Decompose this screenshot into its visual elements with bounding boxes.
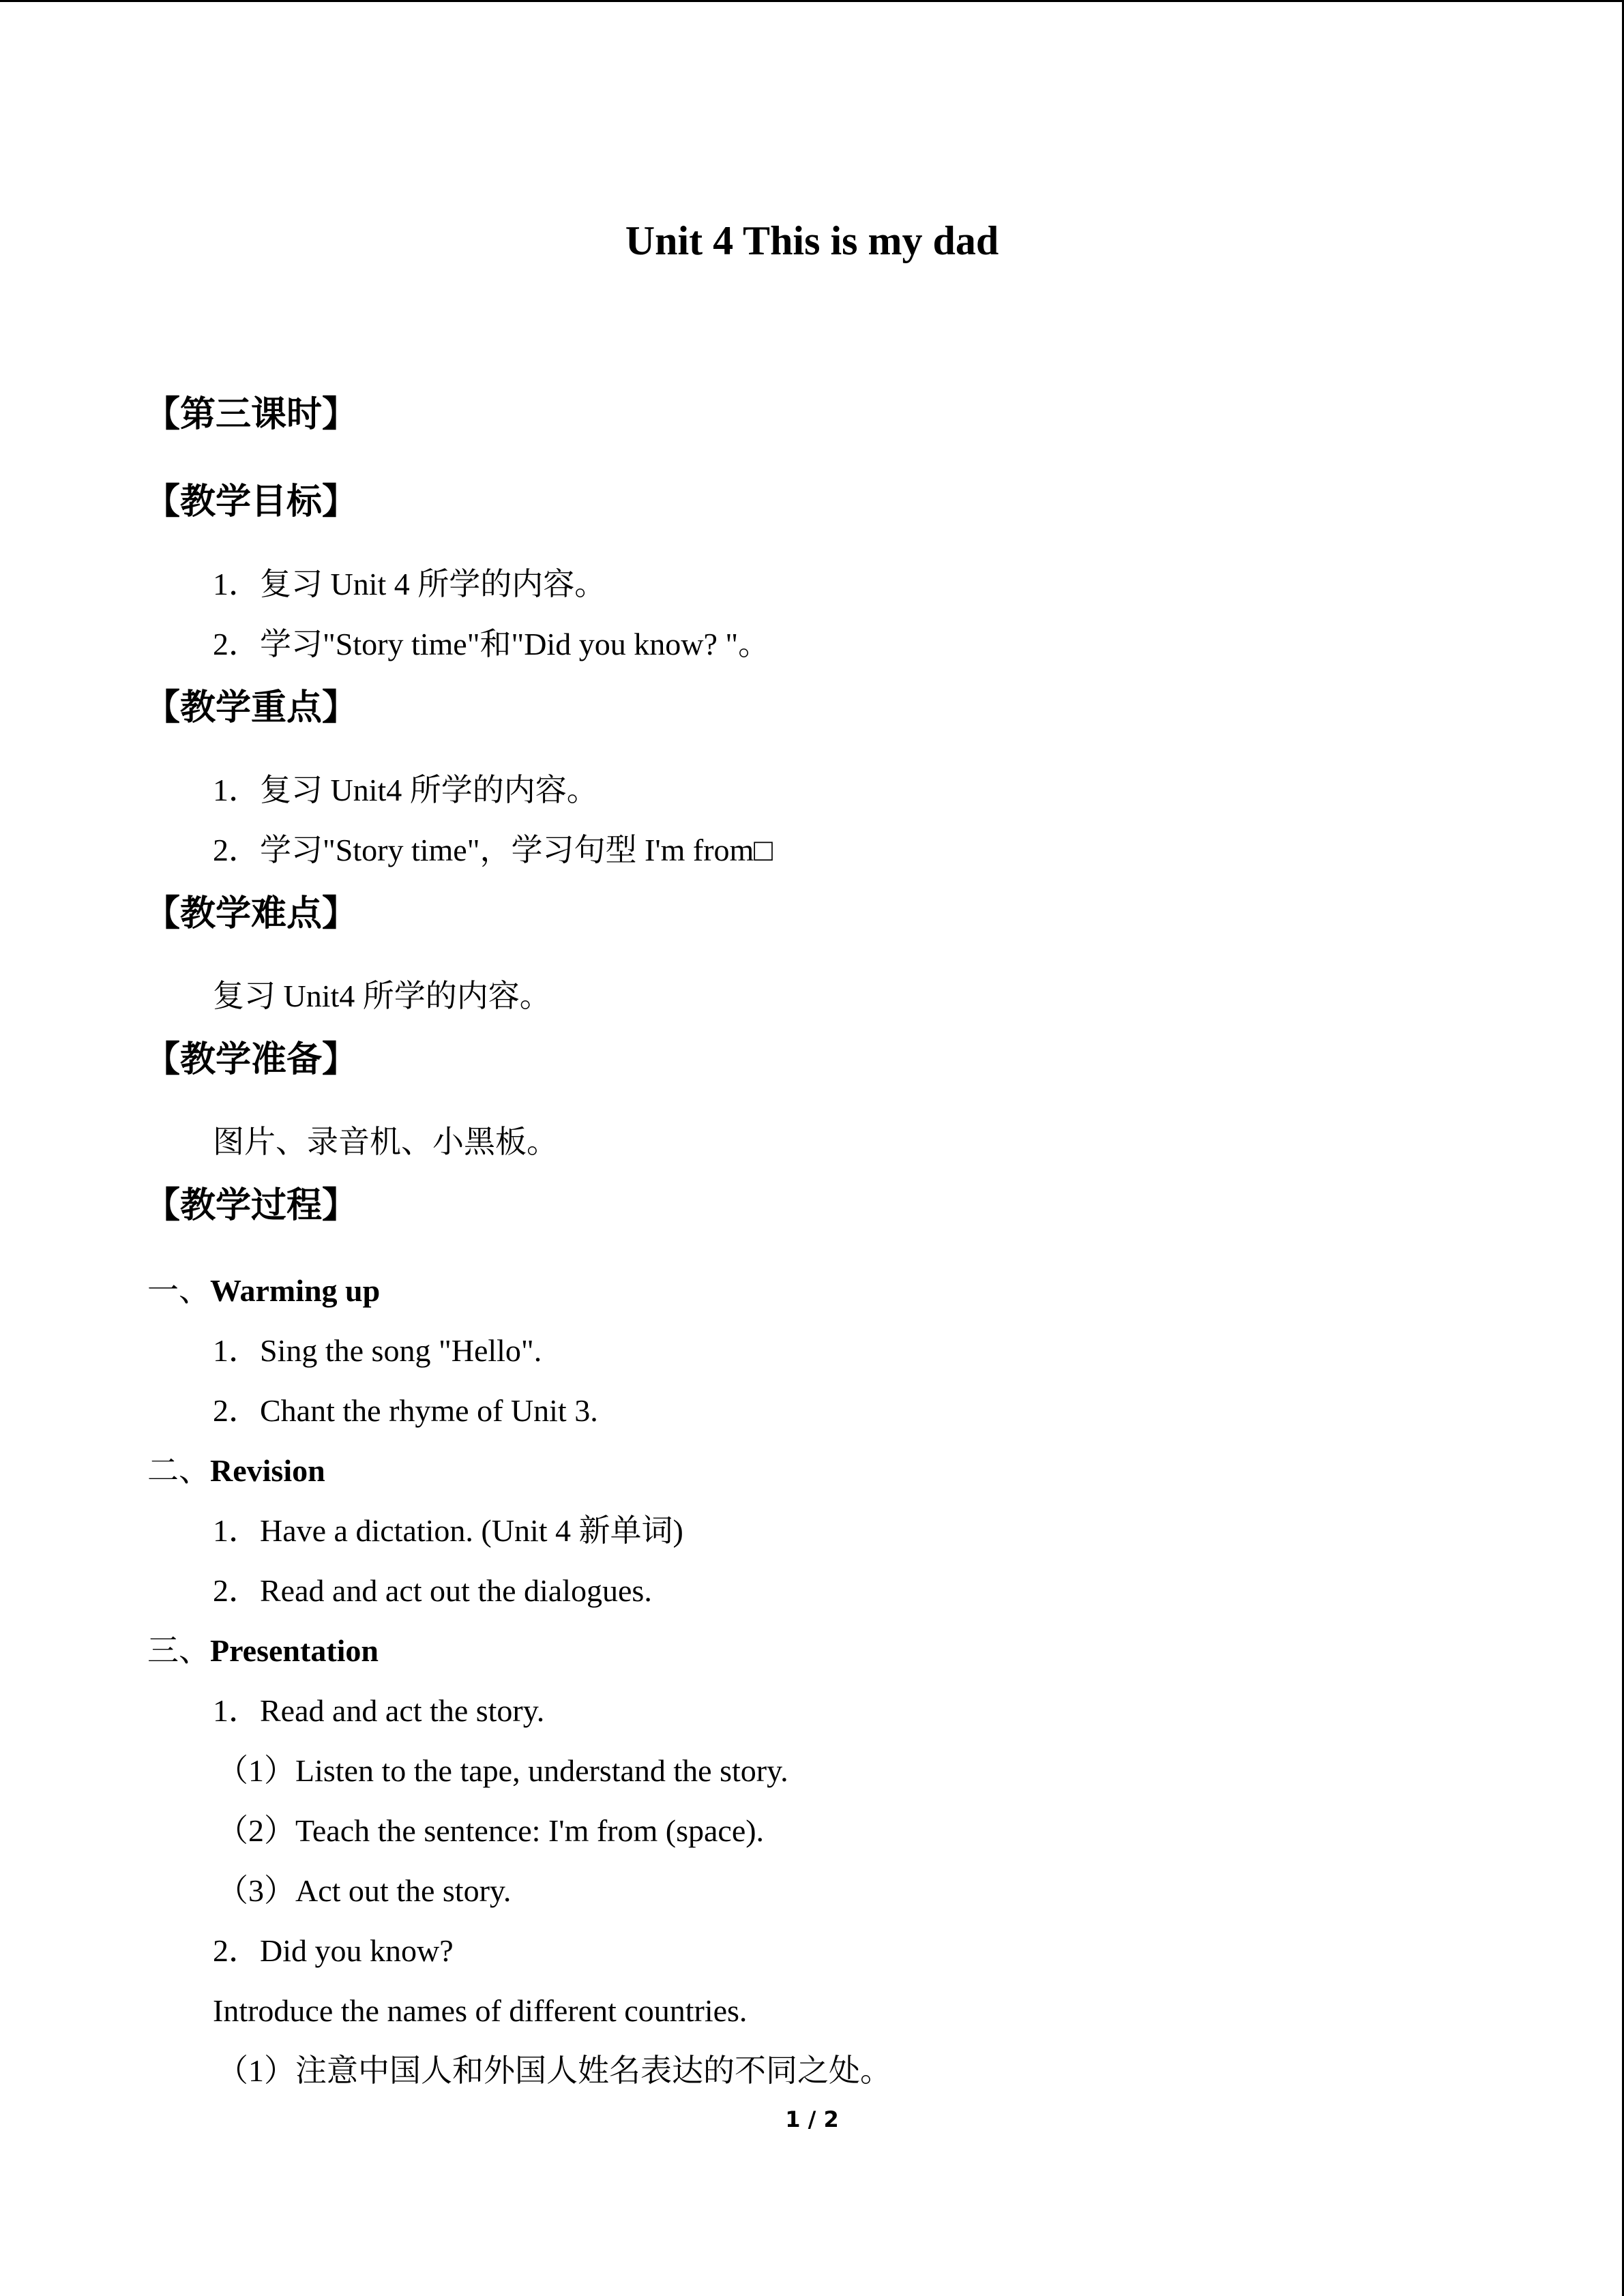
section-number: 二、	[147, 1453, 210, 1488]
process-subitem: （1）Listen to the tape, understand the story.	[217, 1753, 788, 1788]
objectives-heading: 【教学目标】	[145, 481, 358, 522]
key-point-item: 1．复习 Unit4 所学的内容。	[213, 773, 598, 807]
objective-item: 2．学习"Story time"和"Did you know? "。	[213, 627, 770, 661]
document-title: Unit 4 This is my dad	[625, 218, 999, 263]
difficulties-heading: 【教学难点】	[145, 893, 358, 934]
process-subitem: （2）Teach the sentence: I'm from (space).	[217, 1813, 765, 1848]
section-label: Warming up	[210, 1273, 381, 1308]
process-item: Introduce the names of different countries.	[213, 1993, 748, 2028]
process-section-presentation	[147, 1630, 379, 1671]
section-number: 三、	[147, 1633, 210, 1668]
process-section-revision	[147, 1450, 325, 1491]
process-subitem: （3）Act out the story.	[217, 1873, 512, 1908]
process-item: 1．Have a dictation. (Unit 4 新单词)	[213, 1513, 683, 1548]
process-item: 2．Read and act out the dialogues.	[213, 1573, 652, 1608]
preparation-heading: 【教学准备】	[145, 1039, 358, 1080]
key-point-item: 2．学习"Story time"，学习句型 I'm from□	[213, 833, 773, 867]
process-subitem: （1）注意中国人和外国人姓名表达的不同之处。	[217, 2053, 891, 2088]
section-label: Revision	[210, 1453, 325, 1488]
key-points-heading: 【教学重点】	[145, 687, 358, 728]
process-heading: 【教学过程】	[145, 1185, 358, 1226]
process-section-warming-up	[147, 1270, 380, 1311]
process-item: 1．Sing the song "Hello".	[213, 1333, 542, 1368]
page-number: 1 / 2	[785, 2106, 839, 2132]
section-label: Presentation	[210, 1633, 379, 1668]
objective-item: 1．复习 Unit 4 所学的内容。	[213, 567, 606, 601]
lesson-period-heading: 【第三课时】	[145, 394, 358, 435]
difficulties-text: 复习 Unit4 所学的内容。	[213, 979, 551, 1013]
process-item: 1．Read and act the story.	[213, 1693, 545, 1728]
process-item: 2．Chant the rhyme of Unit 3.	[213, 1393, 598, 1428]
preparation-text: 图片、录音机、小黑板。	[213, 1124, 558, 1159]
process-item: 2．Did you know?	[213, 1933, 454, 1968]
section-number: 一、	[147, 1273, 210, 1308]
